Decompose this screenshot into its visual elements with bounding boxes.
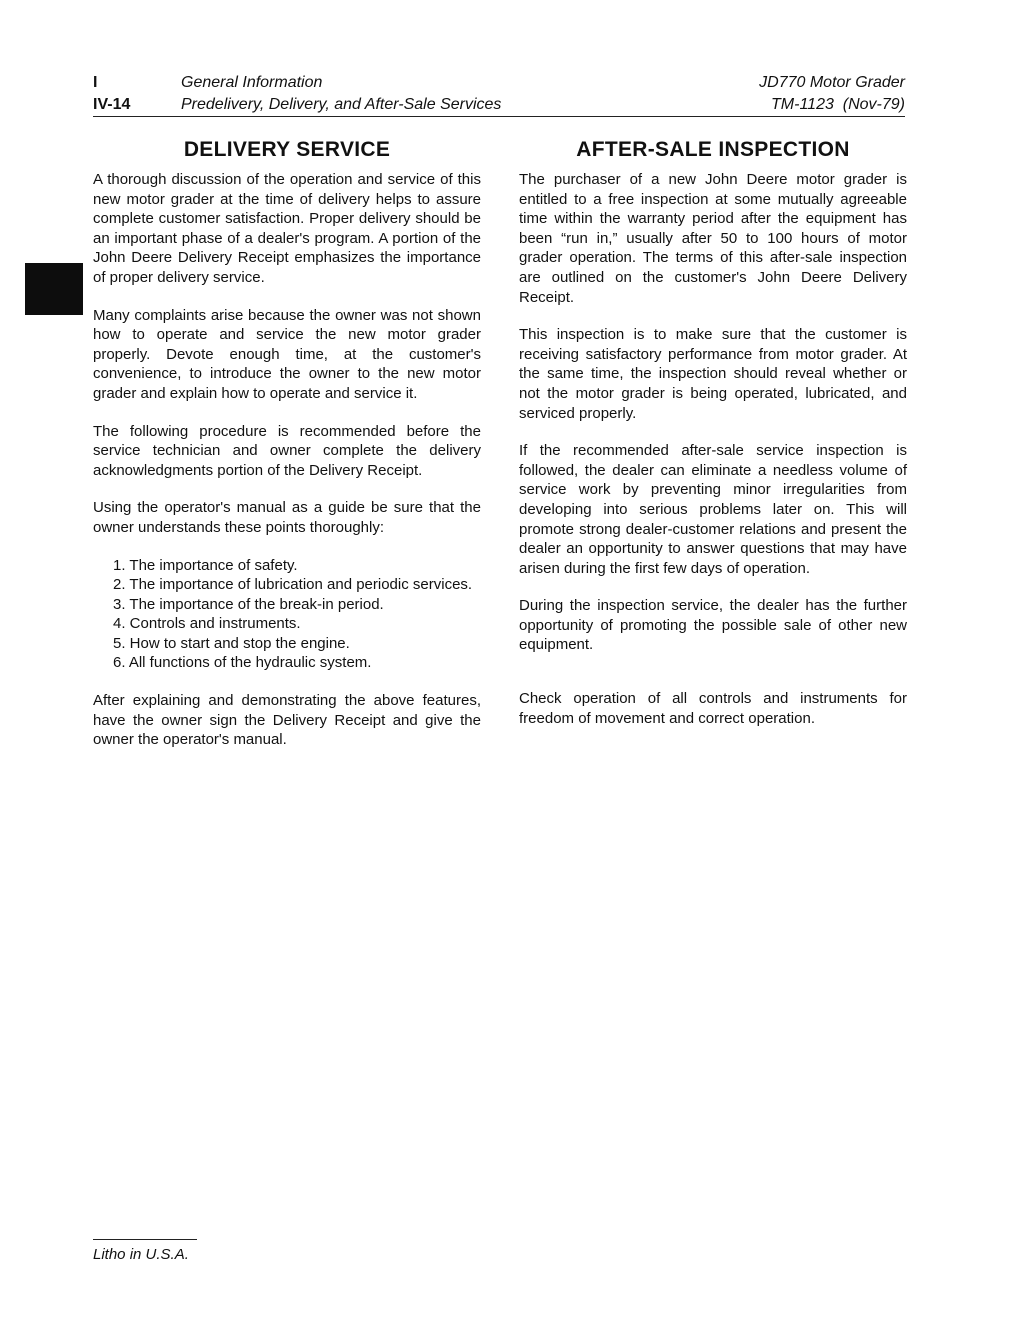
list-item: 5. How to start and stop the engine. xyxy=(113,634,350,652)
page-header-right xyxy=(759,72,905,116)
paragraph: The purchaser of a new John Deere motor grader is entitled to a free inspection at some mutually agreeable time within the warranty period after the equipment has been “run in,” usually after 50 to 100 hours of motor grader operation. The terms of this after-sale inspection are outlined on the customer's John Deere Delivery Receipt. xyxy=(519,171,907,306)
list-item: 6. All functions of the hydraulic system. xyxy=(113,654,372,672)
page-number: IV-14 xyxy=(93,96,131,113)
delivery-service-heading: DELIVERY SERVICE xyxy=(183,138,391,161)
list-item: 1. The importance of safety. xyxy=(113,556,298,574)
paragraph: Using the operator's manual as a guide be sure that the owner understands these points thoroughly: xyxy=(93,499,481,536)
paragraph: This inspection is to make sure that the customer is receiving satisfactory performance from motor grader. At the same time, the inspection should reveal whether or not the motor grader is being operated, lubricated, and serviced properly. xyxy=(519,326,907,422)
section-thumb-tab xyxy=(25,263,83,315)
header-divider xyxy=(93,116,905,117)
footer-divider xyxy=(93,1239,197,1240)
paragraph: During the inspection service, the dealer has the further opportunity of promoting the possible sale of other new equipment. xyxy=(519,597,907,654)
after-sale-inspection-heading: AFTER-SALE INSPECTION xyxy=(576,138,850,161)
paragraph: If the recommended after-sale service inspection is followed, the dealer can eliminate a needless volume of service work by preventing minor irregularities from developing into serious problems later on. This will promote strong dealer-customer relations and present the dealer an opportunity to answer questions that may have arisen during the first few days of operation. xyxy=(519,442,907,577)
spacer xyxy=(519,673,907,689)
section-title: General Information xyxy=(181,74,323,91)
delivery-service-section xyxy=(93,138,481,768)
paragraph: The following procedure is recommended before the service technician and owner complete the delivery acknowledgments portion of the Delivery Receipt. xyxy=(93,422,481,479)
list-item: 4. Controls and instruments. xyxy=(113,615,301,633)
print-location: Litho in U.S.A. xyxy=(93,1246,189,1263)
manual-code: TM-1123 (Nov-79) xyxy=(771,96,905,113)
list-item: 3. The importance of the break-in period. xyxy=(113,595,384,613)
paragraph: Check operation of all controls and instruments for freedom of movement and correct operation. xyxy=(519,690,907,727)
page-header-left xyxy=(93,72,501,116)
paragraph: After explaining and demonstrating the above features, have the owner sign the Delivery Receipt and give the owner the operator's manual. xyxy=(93,692,481,749)
after-sale-inspection-section xyxy=(519,138,907,746)
section-number: I xyxy=(93,74,98,91)
product-name: JD770 Motor Grader xyxy=(759,74,905,91)
delivery-checklist xyxy=(93,556,481,674)
paragraph: Many complaints arise because the owner was not shown how to operate and service the new motor grader properly. Devote enough time, at the customer's convenience, to introduce the owner to the new motor grader and explain how to operate and service it. xyxy=(93,306,481,402)
list-item: 2. The importance of lubrication and periodic services. xyxy=(113,576,473,594)
paragraph: A thorough discussion of the operation and service of this new motor grader at the time of delivery helps to assure complete customer satisfaction. Proper delivery should be an important phase of a dealer's program. A portion of the John Deere Delivery Receipt emphasizes the importance of proper delivery service. xyxy=(93,171,481,286)
subsection-title: Predelivery, Delivery, and After-Sale Services xyxy=(181,96,502,113)
